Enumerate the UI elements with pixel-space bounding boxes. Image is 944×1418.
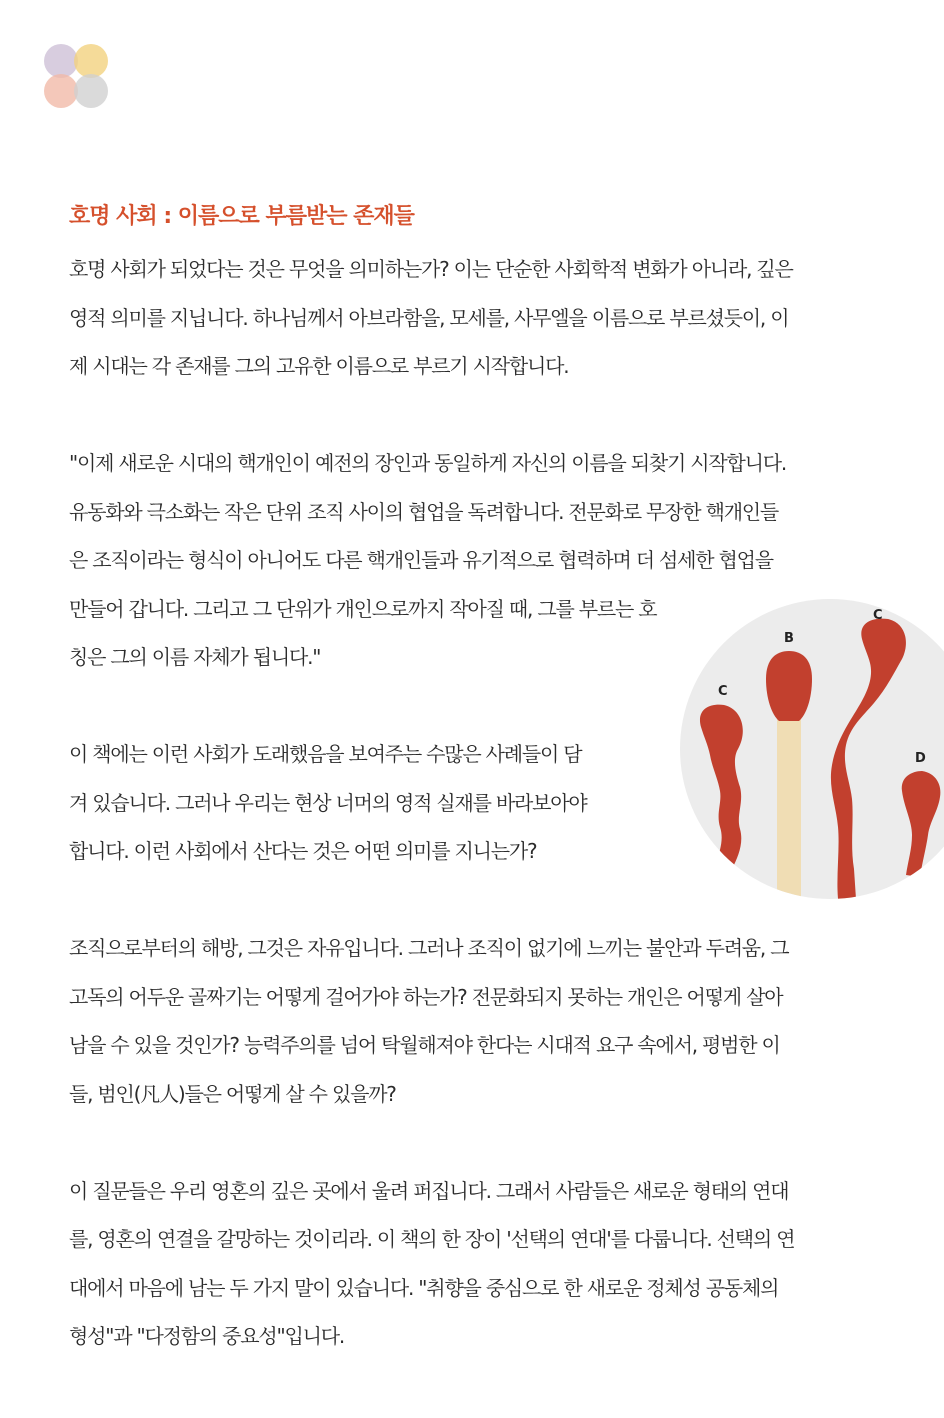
paragraph-line: 대에서 마음에 남는 두 가지 말이 있습니다. "취향을 중심으로 한 새로운 정체성 공동체의: [69, 1275, 779, 1300]
paragraph-line: 영적 의미를 지닙니다. 하나님께서 아브라함을, 모세를, 사무엘을 이름으로 부르셨듯이, 이: [69, 305, 789, 330]
paragraph-line: 은 조직이라는 형식이 아니어도 다른 핵개인들과 유기적으로 협력하며 더 섬세한 협업을: [69, 548, 773, 572]
label-d: D: [915, 751, 926, 766]
logo-circle-purple: [44, 44, 78, 78]
paragraph-line: 칭은 그의 이름 자체가 됩니다.": [69, 645, 321, 669]
paragraph-line: 제 시대는 각 존재를 그의 고유한 이름으로 부르기 시작합니다.: [69, 354, 569, 378]
matchsticks-svg: [680, 599, 944, 899]
paragraph-line: "이제 새로운 시대의 핵개인이 예전의 장인과 동일하게 자신의 이름을 되찾기 시작합니다.: [69, 451, 787, 475]
paragraph-line: 호명 사회가 되었다는 것은 무엇을 의미하는가? 이는 단순한 사회학적 변화가 아니라, 깊은: [69, 257, 793, 281]
paragraph-line: 겨 있습니다. 그러나 우리는 현상 너머의 영적 실재를 바라보아야: [69, 790, 587, 815]
label-b: B: [784, 631, 794, 646]
paragraph-5: [69, 1167, 875, 1361]
paragraph-4: [69, 924, 875, 1118]
logo: [44, 44, 110, 110]
paragraph-line: 이 질문들은 우리 영혼의 깊은 곳에서 울려 퍼집니다. 그래서 사람들은 새로운 형태의 연대: [69, 1178, 789, 1203]
paragraph-line: 만들어 갑니다. 그리고 그 단위가 개인으로까지 작아질 때, 그를 부르는 호: [69, 596, 657, 621]
paragraph-line: 고독의 어두운 골짜기는 어떻게 걸어가야 하는가? 전문화되지 못하는 개인은 어떻게 살아: [69, 984, 783, 1009]
paragraph-line: 들, 범인(凡人)들은 어떻게 살 수 있을까?: [69, 1081, 396, 1106]
paragraph-line: 를, 영혼의 연결을 갈망하는 것이리라. 이 책의 한 장이 '선택의 연대'를 다룹니다. 선택의 연: [69, 1227, 795, 1251]
match-stick-b: [777, 717, 801, 899]
label-c-right: C: [873, 608, 883, 623]
paragraph-line: 이 책에는 이런 사회가 도래했음을 보여주는 수많은 사례들이 담: [69, 742, 582, 766]
logo-circle-pink: [44, 74, 78, 108]
logo-circle-gray: [74, 74, 108, 108]
paragraph-line: 형성"과 "다정함의 중요성"입니다.: [69, 1324, 345, 1348]
paragraph-line: 유동화와 극소화는 작은 단위 조직 사이의 협업을 독려합니다. 전문화로 무장한 핵개인들: [69, 499, 779, 524]
label-c-left: C: [718, 684, 728, 699]
logo-circle-yellow: [74, 44, 108, 78]
paragraph-line: 합니다. 이런 사회에서 산다는 것은 어떤 의미를 지니는가?: [69, 839, 537, 863]
match-head-b: [766, 651, 812, 721]
paragraph-1: [69, 245, 875, 391]
section-heading: 호명 사회 : 이름으로 부름받는 존재들: [69, 204, 414, 229]
matchsticks-illustration: [680, 599, 944, 899]
paragraph-line: 조직으로부터의 해방, 그것은 자유입니다. 그러나 조직이 없기에 느끼는 불안과 두려움, 그: [69, 936, 789, 960]
paragraph-line: 남을 수 있을 것인가? 능력주의를 넘어 탁월해져야 한다는 시대적 요구 속에서, 평범한 이: [69, 1033, 780, 1057]
